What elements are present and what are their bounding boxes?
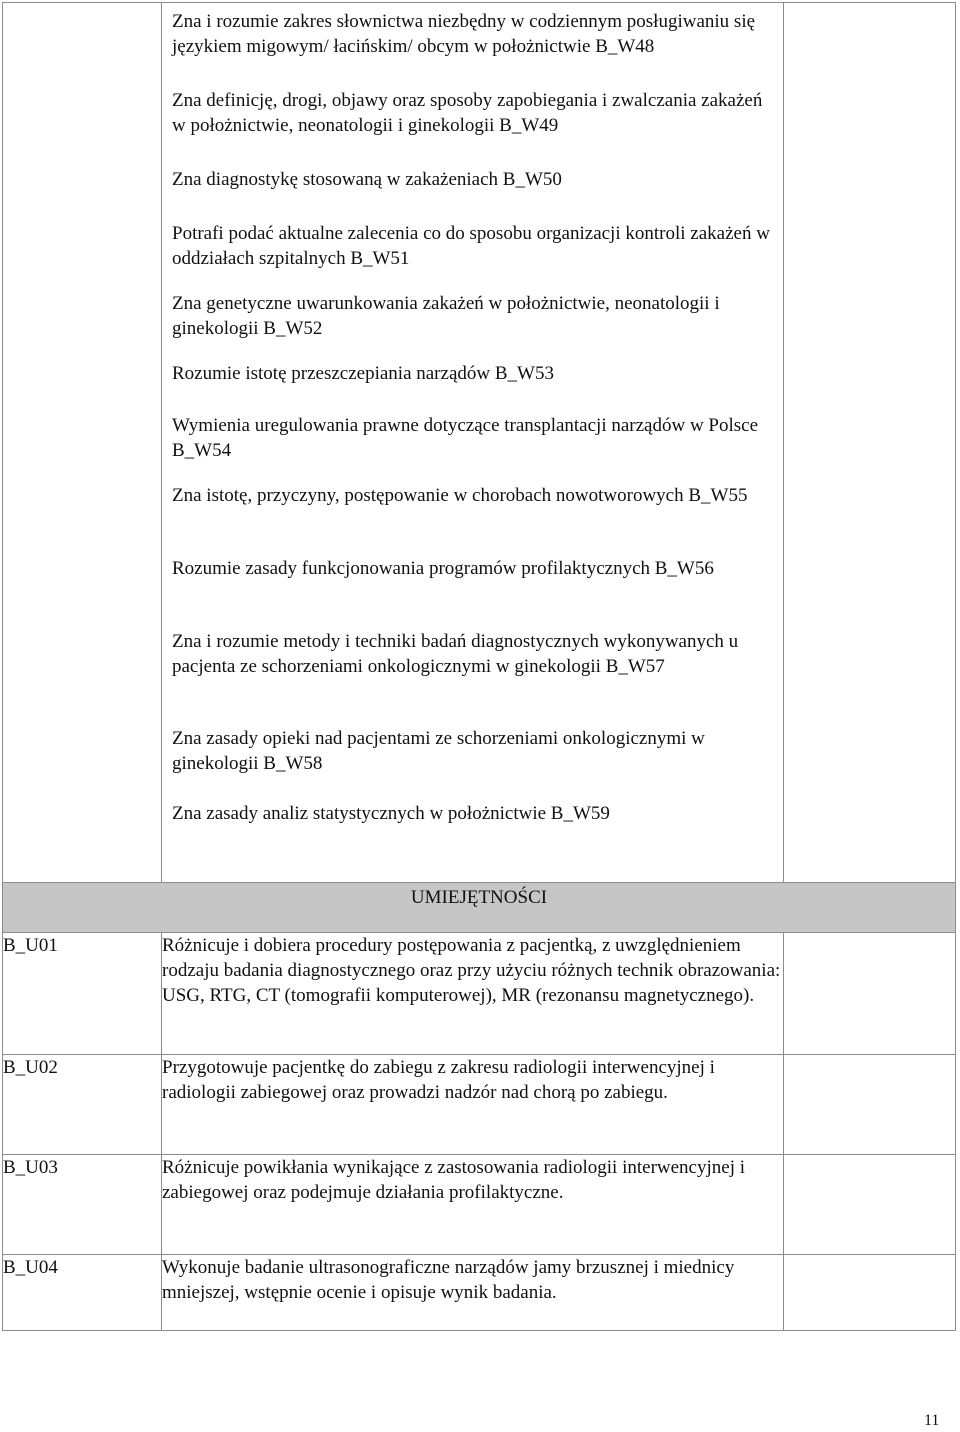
skill-notes-empty [784, 1055, 956, 1155]
page-number: 11 [924, 1412, 940, 1429]
knowledge-item: Zna genetyczne uwarunkowania zakażeń w położnictwie, neonatologii i ginekologii B_W52 [172, 293, 720, 339]
code-cell-empty [3, 3, 162, 883]
section-header-label: UMIEJĘTNOŚCI [410, 887, 548, 908]
knowledge-item: Zna i rozumie zakres słownictwa niezbędny w codziennym posługiwaniu się językiem migowym/ łacińskim/ obcym w położnictwie B_W48 [172, 11, 756, 57]
knowledge-cell [162, 3, 784, 883]
section-header [3, 883, 956, 933]
skill-code: B_U02 [3, 1055, 162, 1155]
knowledge-item: Zna definicję, drogi, objawy oraz sposoby zapobiegania i zwalczania zakażeń w położnictwie, neonatologii i ginekologii B_W49 [172, 90, 763, 136]
knowledge-item: Zna zasady analiz statystycznych w położnictwie B_W59 [172, 803, 610, 824]
knowledge-item: Zna zasady opieki nad pacjentami ze schorzeniami onkologicznymi w ginekologii B_W58 [172, 728, 705, 774]
skill-text: Różnicuje i dobiera procedury postępowania z pacjentką, z uwzględnieniem rodzaju badania diagnostycznego oraz przy użyciu różnych technik obrazowania: USG, RTG, CT (tomografii komputerowej), MR (rezonansu magnetycznego). [162, 933, 784, 1055]
knowledge-item: Zna istotę, przyczyny, postępowanie w chorobach nowotworowych B_W55 [172, 485, 748, 506]
knowledge-item: Zna diagnostykę stosowaną w zakażeniach B_W50 [172, 169, 562, 190]
skill-code: B_U01 [3, 933, 162, 1055]
skill-text: Przygotowuje pacjentkę do zabiegu z zakresu radiologii interwencyjnej i radiologii zabiegowej oraz prowadzi nadzór nad chorą po zabiegu. [162, 1055, 784, 1155]
skill-text: Różnicuje powikłania wynikające z zastosowania radiologii interwencyjnej i zabiegowej oraz podejmuje działania profilaktyczne. [162, 1155, 784, 1255]
skill-notes-empty [784, 933, 956, 1055]
skill-notes-empty [784, 1255, 956, 1331]
skill-code: B_U04 [3, 1255, 162, 1331]
knowledge-item: Wymienia uregulowania prawne dotyczące transplantacji narządów w Polsce B_W54 [172, 415, 759, 461]
knowledge-item: Rozumie istotę przeszczepiania narządów B_W53 [172, 363, 554, 384]
notes-cell-empty [784, 3, 956, 883]
skill-code: B_U03 [3, 1155, 162, 1255]
skill-notes-empty [784, 1155, 956, 1255]
learning-outcomes-table [2, 2, 956, 1331]
skill-text: Wykonuje badanie ultrasonograficzne narządów jamy brzusznej i miednicy mniejszej, wstępnie ocenie i opisuje wynik badania. [162, 1255, 784, 1331]
knowledge-item: Rozumie zasady funkcjonowania programów profilaktycznych B_W56 [172, 558, 714, 579]
knowledge-item: Potrafi podać aktualne zalecenia co do sposobu organizacji kontroli zakażeń w oddziałach szpitalnych B_W51 [172, 223, 770, 269]
knowledge-item: Zna i rozumie metody i techniki badań diagnostycznych wykonywanych u pacjenta ze schorzeniami onkologicznymi w ginekologii B_W57 [172, 631, 739, 677]
